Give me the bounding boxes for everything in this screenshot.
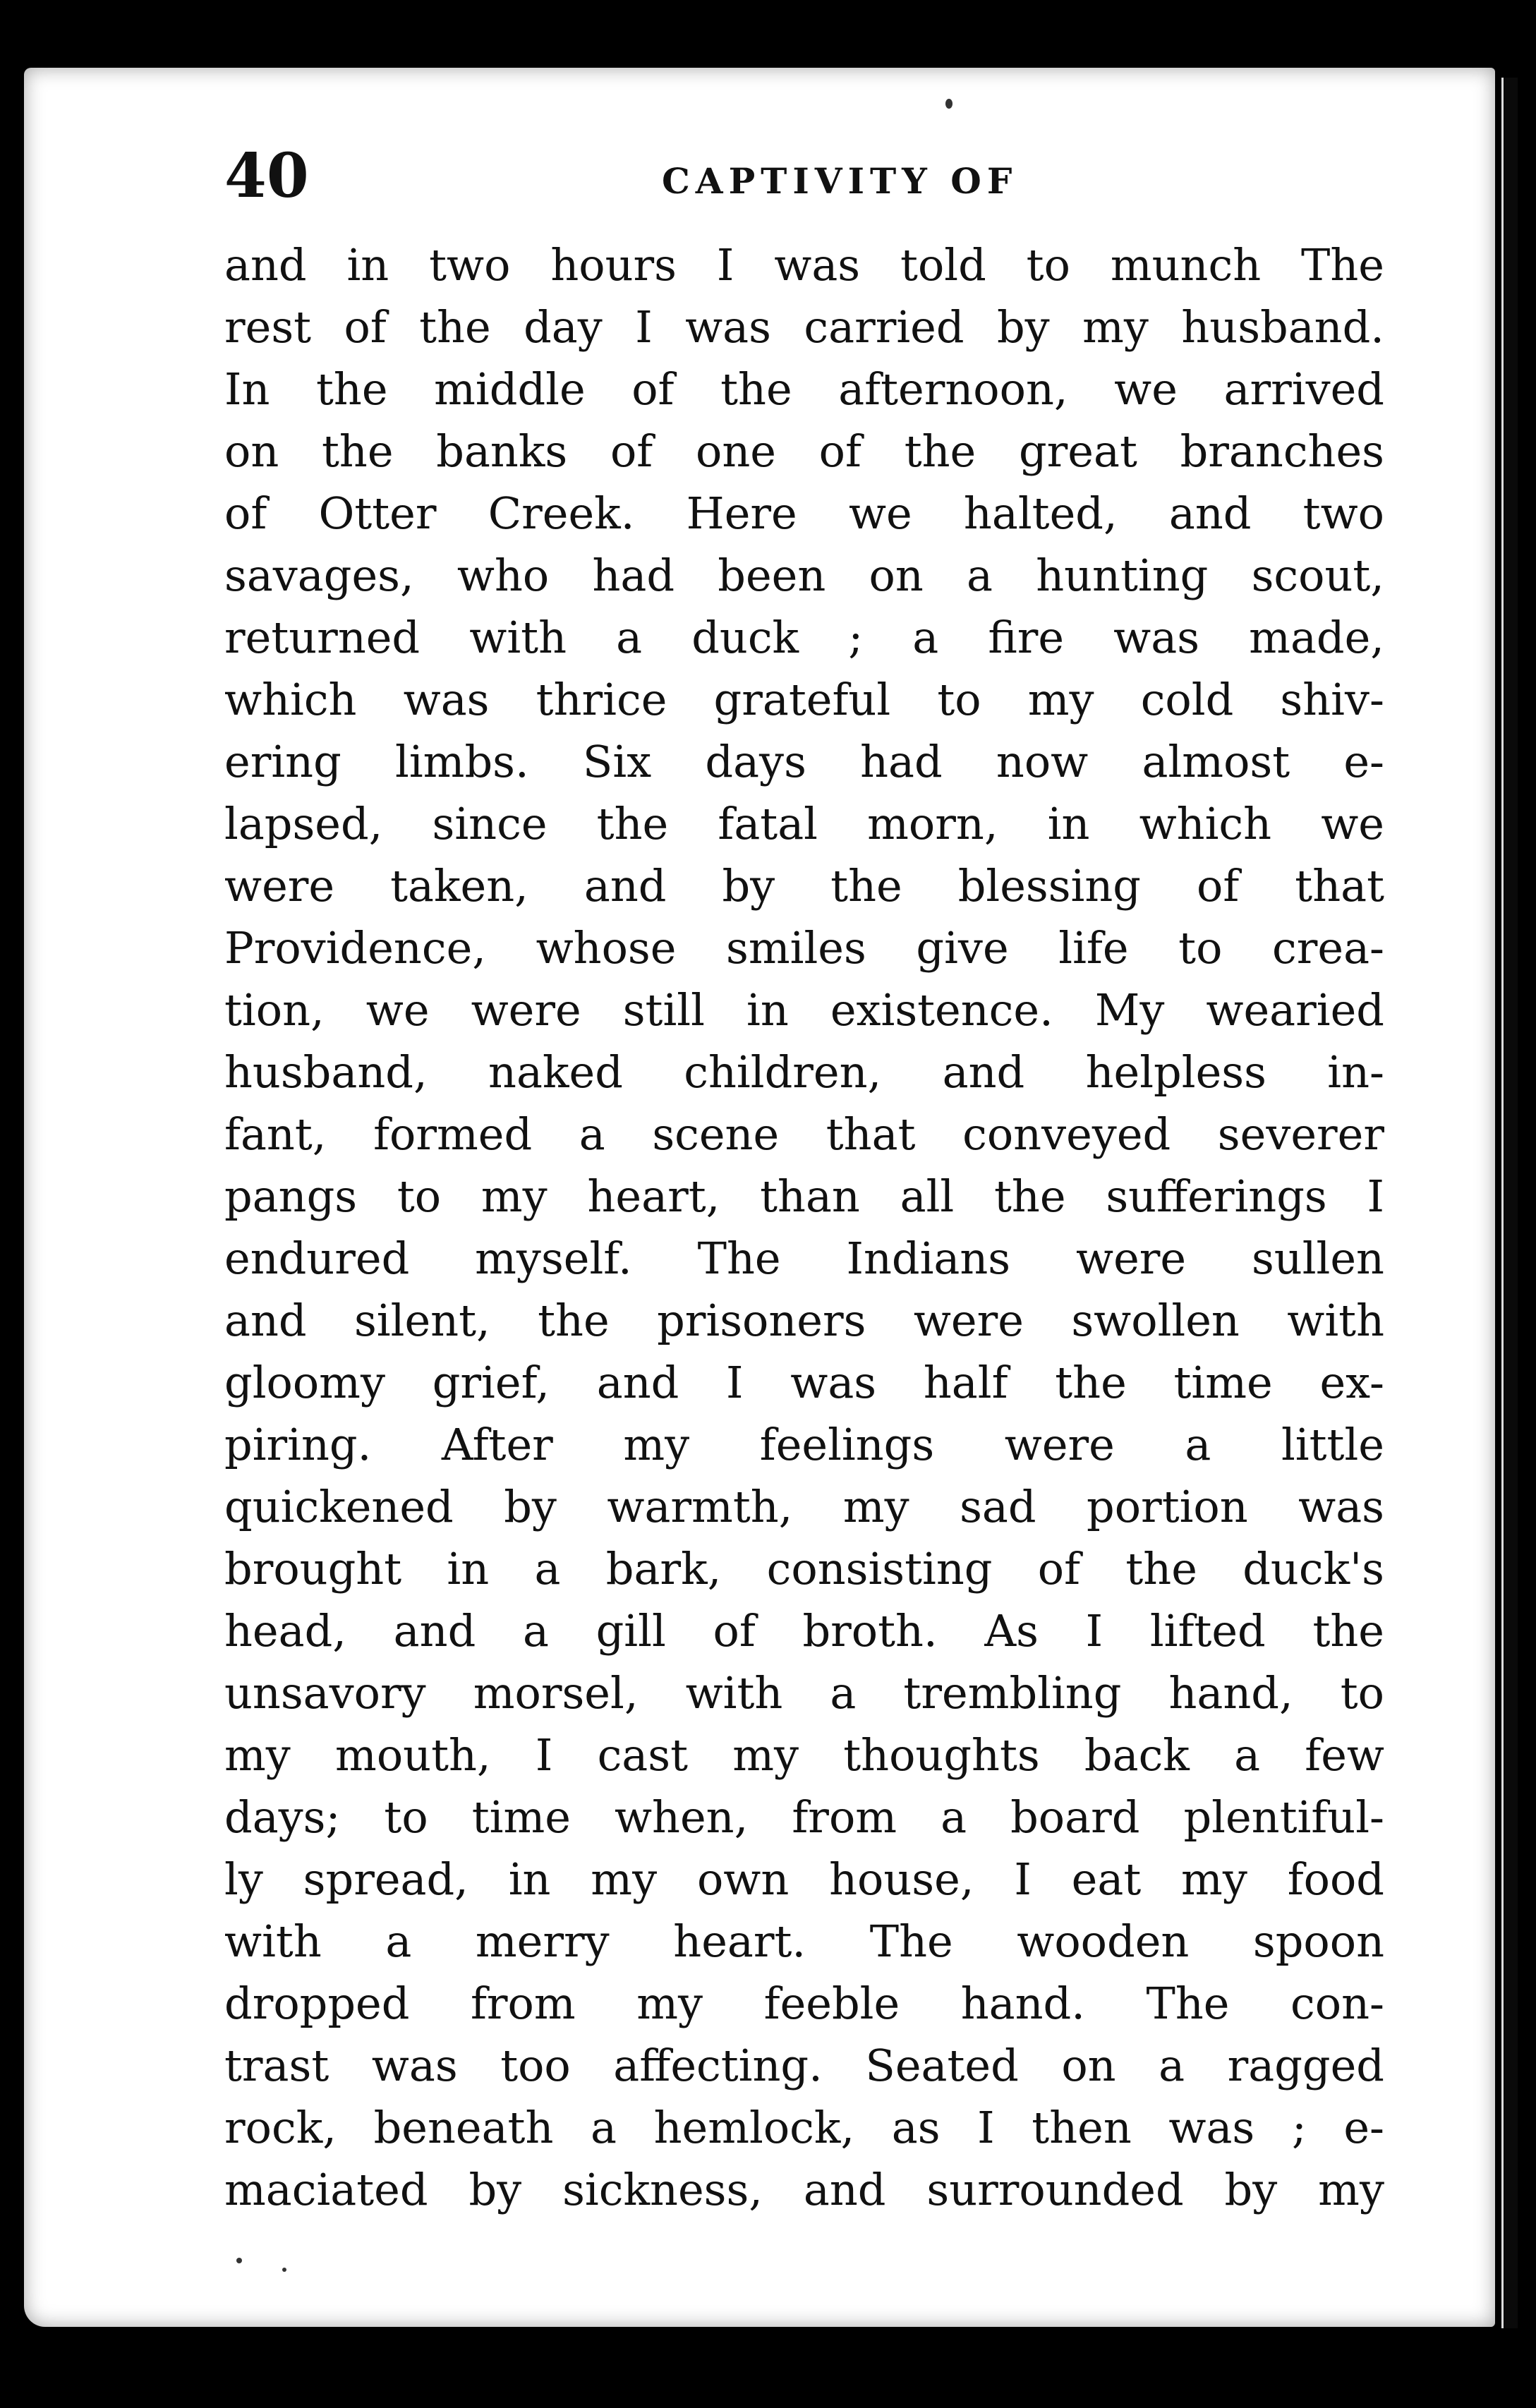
text-line: ering limbs. Six days had now almost e- [224,736,1384,787]
ink-speck [282,2268,286,2272]
text-line: which was thrice grateful to my cold shiv- [224,674,1384,725]
text-line: dropped from my feeble hand. The con- [224,1978,1384,2029]
running-title: CAPTIVITY OF [662,160,1018,202]
text-line: husband, naked children, and helpless in- [224,1046,1384,1098]
text-line: were taken, and by the blessing of that [224,860,1384,912]
text-line: days; to time when, from a board plentiful- [224,1791,1384,1843]
text-line: my mouth, I cast my thoughts back a few [224,1729,1384,1781]
text-line: maciated by sickness, and surrounded by my [224,2164,1384,2215]
text-line: on the banks of one of the great branches [224,425,1384,477]
text-line: In the middle of the afternoon, we arrived [224,363,1384,415]
text-line: trast was too affecting. Seated on a ragged [224,2040,1384,2091]
text-line: and silent, the prisoners were swollen with [224,1295,1384,1346]
text-line: rock, beneath a hemlock, as I then was ; e- [224,2102,1384,2153]
text-line: ly spread, in my own house, I eat my food [224,1853,1384,1905]
text-line: savages, who had been on a hunting scout, [224,550,1384,601]
text-line: fant, formed a scene that conveyed severer [224,1108,1384,1160]
text-line: quickened by warmth, my sad portion was [224,1481,1384,1532]
text-line: returned with a duck ; a fire was made, [224,612,1384,663]
text-line: brought in a bark, consisting of the duck's [224,1543,1384,1595]
text-line: lapsed, since the fatal morn, in which we [224,798,1384,849]
text-line: and in two hours I was told to munch The [224,239,1384,291]
text-line: endured myself. The Indians were sullen [224,1233,1384,1284]
ink-speck [945,99,953,109]
ink-speck [236,2258,242,2263]
page-number: 40 [224,140,309,212]
text-line: with a merry heart. The wooden spoon [224,1916,1384,1967]
text-line: Providence, whose smiles give life to crea- [224,922,1384,974]
page-header [224,138,1379,215]
text-line: pangs to my heart, than all the sufferings I [224,1170,1384,1222]
text-line: of Otter Creek. Here we halted, and two [224,488,1384,539]
text-line: tion, we were still in existence. My wearied [224,984,1384,1036]
text-line: piring. After my feelings were a little [224,1419,1384,1470]
text-line: head, and a gill of broth. As I lifted the [224,1605,1384,1657]
text-line: rest of the day I was carried by my husband. [224,301,1384,353]
page-edge [1501,78,1518,2328]
text-line: gloomy grief, and I was half the time ex- [224,1357,1384,1408]
body-text [224,234,1384,2221]
text-line: unsavory morsel, with a trembling hand, to [224,1667,1384,1719]
